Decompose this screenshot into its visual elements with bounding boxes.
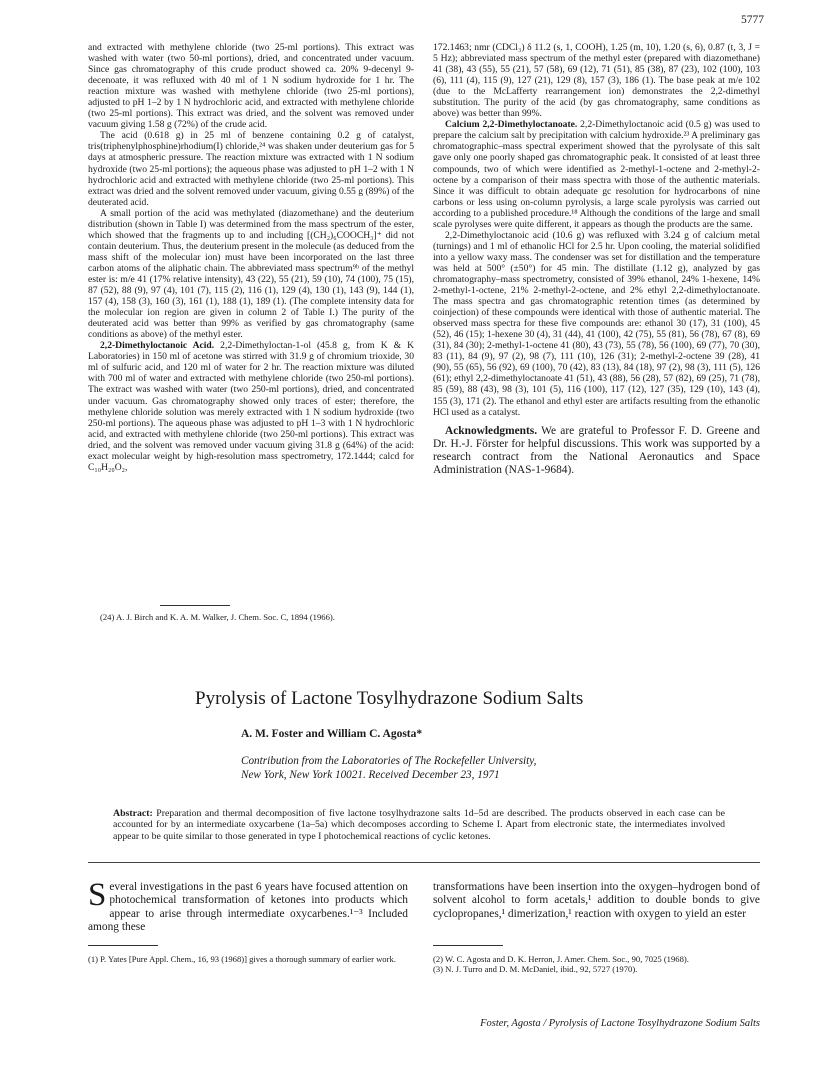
footnote-divider [160, 605, 230, 606]
running-footer: Foster, Agosta / Pyrolysis of Lactone Tosylhydrazone Sodium Salts [480, 1018, 760, 1029]
intro-right-column: transformations have been insertion into the oxygen–hydrogen bond of solvent alcohol to form acetals,¹ addition to double bonds to give cyclopropanes,¹ dimerization,¹ reaction with oxygen to yield an ester [433, 881, 760, 920]
left-column [88, 42, 414, 473]
paragraph [88, 340, 414, 473]
paragraph: A small portion of the acid was methylated (diazomethane) and the deuterium distribution (shown in Table I) was determined from the mass spectrum of the ester, which showed that the fragments up to and including [(CH₂)₆COOCH₃]⁺ did not contain deuterium. Thus, the deuterium present in the molecule (as deduced from the mass shift of the molecular ion) must have been incorporated on the last three carbon atoms of the aliphatic chain. The abbreviated mass spectrum⁹ᵇ of the methyl ester is: m/e 41 (17% relative intensity), 43 (22), 55 (21), 59 (10), 74 (100), 75 (15), 87 (52), 88 (9), 97 (4), 101 (7), 115 (2), 116 (1), 129 (4), 130 (1), 143 (9), 144 (1), 157 (4), 158 (3), 160 (3), 161 (1), 188 (1), 189 (1). (The complete intensity data for the molecular ion region are given in column 2 of Table I.) The purity of the deuterated acid was better than 99% as verified by gas chromatography (same conditions as above) of the methyl ester. [88, 207, 414, 341]
article-affiliation [241, 755, 536, 782]
abstract [113, 808, 725, 842]
acknowledgments-heading: Acknowledgments. [445, 424, 538, 437]
drop-cap: S [88, 877, 107, 913]
paragraph-text: 2,2-Dimethyloctanoic acid (0.5 g) was used to prepare the calcium salt by precipitation with calcium hydroxide.²³ A preliminary gas chromatographic–mass spectral experiment showed that the pyrolysate of this salt gave only one poorly shaped gas chromatographic peak. It consisted of at least three compounds, two of which were identified as 2-methyl-1-octene and 2-methyl-2-octene by a comparison of their mass spectra with those of the authentic materials. Since it was difficult to obtain adequate gc resolution for hydrocarbons of nine carbons or less using on-column pyrolysis, a large scale pyrolysis was carried out according to a published procedure.¹⁸ Although the conditions of the large and small scale pyrolyses were quite different, it appears as though the products are the same. [433, 119, 760, 230]
section-heading: Calcium 2,2-Dimethyloctanoate. [445, 119, 578, 131]
paragraph-text: 2,2-Dimethyloctan-1-ol (45.8 g, from K & K Laboratories) in 150 ml of acetone was stirred with 31.9 g of chromium trioxide, 30 ml of sulfuric acid, and 120 ml of water for 2 hr. The reaction mixture was diluted with 700 ml of water and extracted with methylene chloride (two 250-ml portions). The extract was washed with water (two 250-ml portions), dried, and concentrated under vacuum. Gas chromatography showed only traces of ester; therefore, the methylene chloride solution was merely extracted with 1 N sodium hydroxide (two 250-ml portions). The aqueous phase was adjusted to pH 1–3 with 1 N hydrochloric acid, and extracted with methylene chloride (two 250-ml portions). This extract was dried, and the solvent was removed under vacuum giving 31.8 g (64%) of the acid: exact molecular weight by high-resolution mass spectrometry, 172.1444; calcd for C₁₀H₂₀O₂, [88, 340, 414, 473]
intro-text: everal investigations in the past 6 years have focused attention on photochemical transformation of ketones into products which appear to arise through intermediate oxycarbenes.¹⁻³ Included among these [88, 881, 408, 933]
abstract-label: Abstract: [113, 808, 153, 819]
paragraph: 2,2-Dimethyloctanoic acid (10.6 g) was refluxed with 3.24 g of calcium metal (turnings) and 1 ml of ethanolic HCl for 2.5 hr. Upon cooling, the material solidified into a yellow waxy mass. The condenser was set for distillation and the temperature was held at 500° (±50°) for 45 min. The distillate (1.12 g), analyzed by gas chromatography–mass spectrometry, consisted of 39% ethanol, 24% 1-hexene, 14% 2-methyl-1-octene, 21% 2-methyl-2-octene, and 2% ethyl 2,2-dimethyloctanoate. The mass spectra and gas chromatographic retention times (as determined by coinjection) of these compounds were identical with those of authentic material. The observed mass spectra for these five compounds are: ethanol 30 (17), 31 (100), 45 (52), 46 (15); 1-hexene 30 (4), 31 (44), 41 (100), 42 (75), 55 (81), 56 (78), 67 (8), 69 (31), 84 (30); 2-methyl-1-octene 41 (80), 43 (73), 55 (78), 56 (100), 69 (77), 70 (30), 83 (11), 84 (9), 97 (2), 98 (7), 111 (10), 126 (31); 2-methyl-2-octene 39 (28), 41 (90), 55 (65), 56 (92), 69 (100), 70 (42), 83 (13), 84 (18), 97 (2), 98 (3), 111 (5), 126 (61); ethyl 2,2-dimethyloctanoate 41 (51), 43 (88), 56 (28), 57 (82), 69 (25), 71 (78), 85 (59), 88 (43), 98 (3), 101 (5), 116 (100), 117 (12), 127 (35), 129 (10), 143 (4), 155 (3), 171 (2). The ethanol and ethyl ester are artifacts resulting from the ethanolic HCl used as a catalyst. [433, 229, 760, 418]
affiliation-line: Contribution from the Laboratories of The Rockefeller University, [241, 755, 537, 767]
footnote: (24) A. J. Birch and K. A. M. Walker, J. Chem. Soc. C, 1894 (1966). [100, 612, 335, 622]
section-divider [88, 862, 760, 863]
paragraph: and extracted with methylene chloride (two 25-ml portions). This extract was washed with water (two 50-ml portions), dried, and concentrated under vacuum. Since gas chromatography of this crude product showed ca. 20% 9-decenyl 9-decenoate, it was refluxed with 40 ml of 1 N sodium hydroxide for 1 hr. The reaction mixture was washed with methylene chloride (two 25-ml portions), adjusted to pH 1–2 by 1 N hydrochloric acid, and extracted with methylene chloride (two 25-ml portions). This extract was dried, and the solvent was removed under vacuum giving 1.58 g (72%) of the crude acid. [88, 42, 414, 131]
article-title: Pyrolysis of Lactone Tosylhydrazone Sodium Salts [195, 688, 584, 709]
paragraph: 172.1463; nmr (CDCl₃) δ 11.2 (s, 1, COOH), 1.25 (m, 10), 1.20 (s, 6), 0.87 (t, 3, J = 5 Hz); abbreviated mass spectrum of the methyl ester (prepared with diazomethane) 41 (38), 43 (55), 55 (21), 57 (58), 69 (12), 71 (51), 85 (38), 87 (23), 102 (100), 103 (6), 111 (4), 115 (9), 127 (21), 129 (8), 157 (3), 186 (1). The base peak at m/e 102 (due to the McLafferty rearrangement ion) demonstrates the 2,2-dimethyl substitution. The purity of the acid (by gas chromatography, same conditions as above) was better than 99%. [433, 42, 760, 120]
right-column [433, 42, 760, 477]
acknowledgments [433, 425, 760, 478]
footnote-divider [433, 945, 503, 946]
acknowledgments-text: We are grateful to Professor F. D. Greene and Dr. H.-J. Förster for helpful discussions. This work was supported by a research contract from the National Aeronautics and Space Administration (NAS-1-9684). [433, 424, 760, 477]
affiliation-line: New York, New York 10021. Received December 23, 1971 [241, 768, 500, 781]
section-heading: 2,2-Dimethyloctanoic Acid. [100, 340, 215, 352]
footnote: (3) N. J. Turro and D. M. McDaniel, ibid., 92, 5727 (1970). [433, 964, 638, 974]
abstract-text: Preparation and thermal decomposition of five lactone tosylhydrazone salts 1d–5d are described. The products observed in each case can be accounted for by an intermediate oxycarbene (1a–5a) which decomposes according to Scheme I. Apart from electronic state, the intermediates involved appear to be quite similar to those generated in type I photochemical reactions of cyclic ketones. [113, 808, 725, 842]
intro-left-column [88, 877, 408, 934]
paragraph: The acid (0.618 g) in 25 ml of benzene containing 0.2 g of catalyst, tris(triphenylphosphine)rhodium(I) chloride,²⁴ was shaken under deuterium gas for 5 days at atmospheric pressure. The reaction mixture was extracted with 1 N sodium hydroxide (two 25-ml portions); the aqueous phase was adjusted to pH 1–2 with 1 N hydrochloric acid and extracted with methylene chloride (two 25-ml portions). This extract was dried and the solvent removed under vacuum, giving 0.55 g (89%) of the deuterated acid. [88, 130, 414, 208]
page-number: 5777 [741, 14, 764, 26]
footnote: (2) W. C. Agosta and D. K. Herron, J. Amer. Chem. Soc., 90, 7025 (1968). [433, 954, 689, 964]
paragraph [433, 119, 760, 229]
article-authors: A. M. Foster and William C. Agosta* [241, 728, 423, 740]
footnote-divider [88, 945, 158, 946]
footnote: (1) P. Yates [Pure Appl. Chem., 16, 93 (1968)] gives a thorough summary of earlier work. [88, 954, 396, 964]
footnotes-right [433, 954, 760, 974]
